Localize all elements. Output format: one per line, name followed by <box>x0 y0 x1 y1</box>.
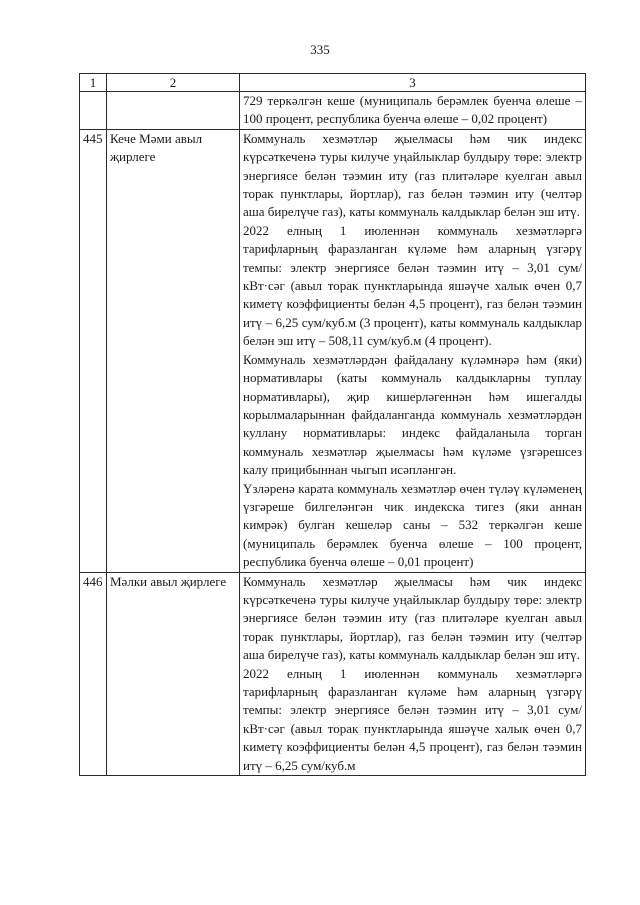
settlement-name-cell <box>107 92 240 130</box>
table-row-446 <box>80 572 586 775</box>
row-number-cell <box>80 92 107 130</box>
description-cell <box>240 572 586 775</box>
table-row-continued <box>80 92 586 130</box>
header-col-1: 1 <box>80 74 107 92</box>
description-paragraph: 2022 елның 1 июленнән коммуналь хезмәтләргә тарифларның фаразланган күләме һәм аларның үзгәрү темпы: электр энергиясе белән тәэмин итү – 3,01 сум/кВт·сәг (авыл торак пунктларында яшәүче халык өчен 0,7 киметү коэффициенты белән 4,5 процент), газ белән тәэмин итү – 6,25 сум/куб.м (3 процент), каты коммуналь калдыклар белән эш итү – 508,11 сум/куб.м (4 процент). <box>243 222 582 349</box>
row-number-cell: 446 <box>80 572 107 775</box>
table-header-row <box>80 74 586 92</box>
description-paragraph: Коммуналь хезмәтләр җыелмасы һәм чик индекс күрсәткеченә туры килучe уңайлыклар булдыру төре: электр энергиясе белән тәэмин иту (газ плитәләре куелган авыл торак пунктлары, йортлар), газ белән тәэмин иту (челтәр аша бирелүче газ), каты коммуналь калдыклар белән эш итү. <box>243 573 582 663</box>
description-cell <box>240 92 586 130</box>
settlement-name-cell: Кече Мәми авыл җирлеге <box>107 129 240 572</box>
header-col-3: 3 <box>240 74 586 92</box>
header-col-2: 2 <box>107 74 240 92</box>
description-paragraph: Коммуналь хезмәтләр җыелмасы һәм чик индекс күрсәткеченә туры килучe уңайлыклар булдыру төре: электр энергиясе белән тәэмин иту (газ плитәләре куелган авыл торак пунктлары, йортлар), газ белән тәэмин иту (челтәр аша бирелүче газ), каты коммуналь калдыклар белән эш итү. <box>243 130 582 220</box>
description-paragraph: 729 теркәлгән кеше (муниципаль берәмлек буенча өлеше – 100 процент, республика буенча өлеше – 0,02 процент) <box>243 93 582 127</box>
description-cell <box>240 129 586 572</box>
description-paragraph: 2022 елның 1 июленнән коммуналь хезмәтләргә тарифларның фаразланган күләме һәм аларның үзгәрү темпы: электр энергиясе белән тәэмин итү – 3,01 сум/кВт·сәг (авыл торак пунктларында яшәүче халык өчен 0,7 киметү коэффициенты белән 4,5 процент), газ белән тәэмин итү – 6,25 сум/куб.м <box>243 665 582 773</box>
settlement-name-cell: Мәлки авыл җирлеге <box>107 572 240 775</box>
page-number: 335 <box>310 42 330 57</box>
description-paragraph: Үзләренә карата коммуналь хезмәтләр өчен түләү күләменең үзгәреше билгеләнгән чик индекска тигез (яки аннан кимрәк) булган кешеләр саны – 532 теркәлгән кеше (муниципаль берәмлек буенча өлеше – 100 процент, республика буенча өлеше – 0,01 процент) <box>243 480 582 570</box>
tariff-table <box>79 73 586 776</box>
description-paragraph: Коммуналь хезмәтләрдән файдалану күләмнәрә һәм (яки) нормативлары (каты коммуналь калдыкларны туплау нормативлары), җир кишерләгеннән һәм ишегалды корылмаларыннан файдаланганда коммуналь хезмәтләрдән куллану нормативлары: индекс файдаланыла торган коммуналь хезмәтләр җыелмасы һәм күләме үзгәрешсез калу прицибыннан чыгып исәпләнгән. <box>243 351 582 478</box>
row-number-cell: 445 <box>80 129 107 572</box>
table-row-445 <box>80 129 586 572</box>
